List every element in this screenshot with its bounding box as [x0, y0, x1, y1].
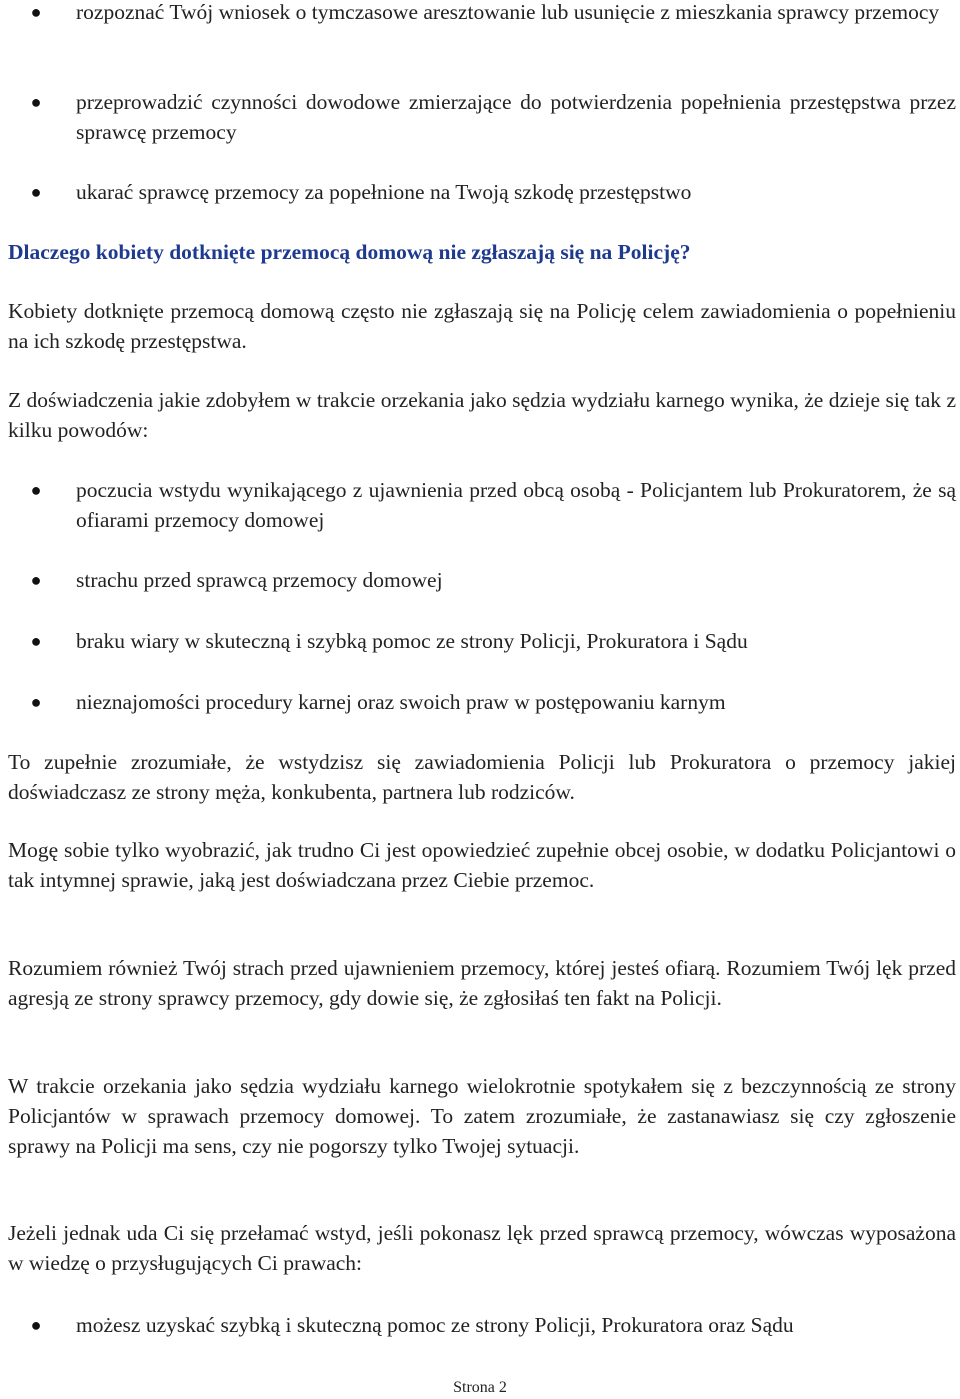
- list-item-text: strachu przed sprawcą przemocy domowej: [76, 568, 443, 592]
- bullet-icon: ●: [30, 692, 42, 712]
- list-item-text: możesz uzyskać szybką i skuteczną pomoc ze strony Policji, Prokuratora oraz Sądu: [76, 1313, 794, 1337]
- paragraph: Rozumiem również Twój strach przed ujawnieniem przemocy, której jesteś ofiarą. Rozumiem Twój lęk przed agresją ze strony sprawcy przemocy, gdy dowie się, że zgłosiłaś ten fakt na Policji.: [8, 956, 956, 1010]
- bullet-icon: ●: [30, 182, 42, 202]
- list-item: [8, 565, 956, 595]
- paragraph: Jeżeli jednak uda Ci się przełamać wstyd, jeśli pokonasz lęk przed sprawcą przemocy, wówczas wyposażona w wiedzę o przysługujących Ci prawach:: [8, 1221, 956, 1275]
- list-item: [8, 687, 956, 717]
- bullet-icon: ●: [30, 1315, 42, 1335]
- list-item-text: nieznajomości procedury karnej oraz swoich praw w postępowaniu karnym: [76, 690, 726, 714]
- paragraph: Mogę sobie tylko wyobrazić, jak trudno Ci jest opowiedzieć zupełnie obcej osobie, w dodatku Policjantowi o tak intymnej sprawie, jaką jest doświadczana przez Ciebie przemoc.: [8, 838, 956, 892]
- bullet-icon: ●: [30, 92, 42, 112]
- paragraph: Kobiety dotknięte przemocą domową często nie zgłaszają się na Policję celem zawiadomienia o popełnieniu na ich szkodę przestępstwa.: [8, 299, 956, 353]
- paragraph: W trakcie orzekania jako sędzia wydziału karnego wielokrotnie spotykałem się z bezczynnością ze strony Policjantów w sprawach przemocy domowej. To zatem zrozumiałe, że zastanawiasz się czy zgłoszenie sprawy na Policji ma sens, czy nie pogorszy tylko Twojej sytuacji.: [8, 1074, 956, 1158]
- paragraph: Z doświadczenia jakie zdobyłem w trakcie orzekania jako sędzia wydziału karnego wynika, że dzieje się tak z kilku powodów:: [8, 388, 956, 442]
- bullet-icon: ●: [30, 570, 42, 590]
- paragraph: To zupełnie zrozumiałe, że wstydzisz się zawiadomienia Policji lub Prokuratora o przemocy jakiej doświadczasz ze strony męża, konkubenta, partnera lub rodziców.: [8, 750, 956, 804]
- list-item: [8, 0, 956, 27]
- page-number: Strona 2: [453, 1379, 507, 1396]
- bullet-icon: ●: [30, 480, 42, 500]
- list-item-text: rozpoznać Twój wniosek o tymczasowe aresztowanie lub usunięcie z mieszkania sprawcy przemocy: [76, 0, 940, 24]
- list-item: [8, 1310, 956, 1340]
- list-item: [8, 475, 956, 535]
- list-item-text: braku wiary w skuteczną i szybką pomoc ze strony Policji, Prokuratora i Sądu: [76, 629, 748, 653]
- list-item-text: poczucia wstydu wynikającego z ujawnienia przed obcą osobą - Policjantem lub Prokuratorem, że są ofiarami przemocy domowej: [76, 478, 956, 532]
- bullet-icon: ●: [30, 631, 42, 651]
- list-item-text: ukarać sprawcę przemocy za popełnione na Twoją szkodę przestępstwo: [76, 180, 692, 204]
- list-item: [8, 177, 956, 207]
- bullet-icon: ●: [30, 2, 42, 22]
- list-item: [8, 87, 956, 147]
- list-item-text: przeprowadzić czynności dowodowe zmierzające do potwierdzenia popełnienia przestępstwa przez sprawcę przemocy: [76, 90, 956, 144]
- section-heading: Dlaczego kobiety dotknięte przemocą domową nie zgłaszają się na Policję?: [8, 240, 691, 264]
- list-item: [8, 626, 956, 656]
